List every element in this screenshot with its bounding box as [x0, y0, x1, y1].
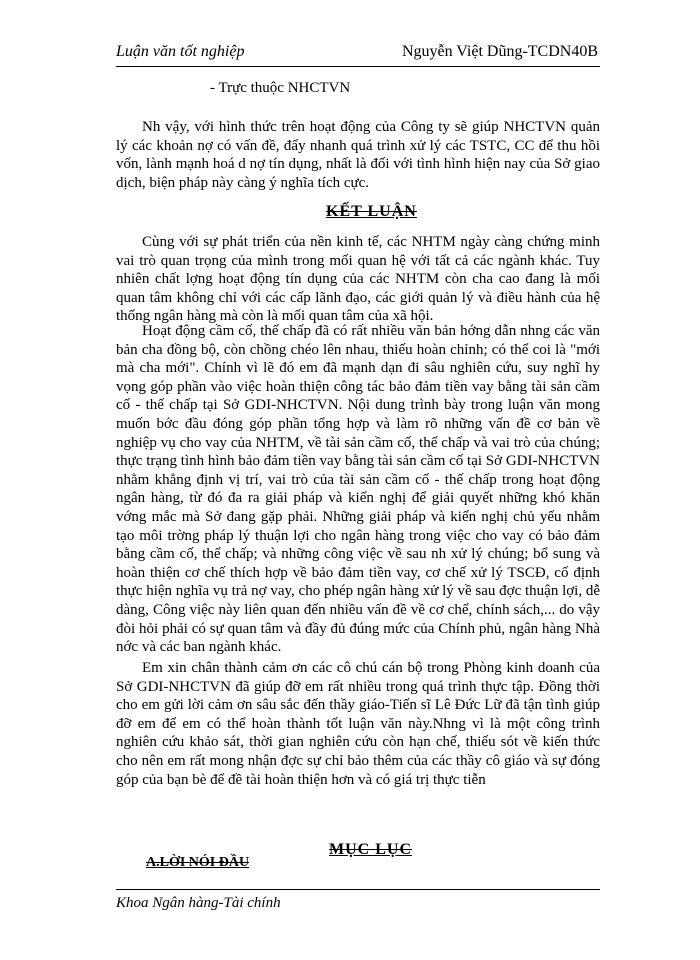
header-author: Nguyễn Việt Dũng-TCDN40B	[401, 43, 598, 60]
page-header	[116, 37, 598, 65]
paragraph-intro: Nh vậy, với hình thức trên hoạt động của Công ty sẽ giúp NHCTVN quản lý các khoản nợ có vấn đề, đẩy nhanh quá trình xử lý các TSTC, CC để thu hồi vốn, lành mạnh hoá d nợ tín dụng, nhất là đối với tình hình hiện nay của Sở giao dịch, biện pháp này càng ý nghĩa tích cực.	[116, 119, 600, 191]
paragraph-acknowledgement: Em xin chân thành cảm ơn các cô chú cán bộ trong Phòng kinh doanh của Sở GDI-NHCTVN đã giúp đỡ em rất nhiều trong quá trình thực tập. Đồng thời cho em gửi lời cảm ơn sâu sắc đến thầy giáo-Tiến sĩ Lê Đức Lữ đã tận tình giúp đỡ em để em có thể hoàn thành tốt luận văn này.Nhng vì là một công trình nghiên cứu khảo sát, thời gian nghiên cứu còn hạn chế, thiếu sót về kiến thức cho nên em rất mong nhận đợc sự chỉ bảo thêm của các thầy cô giáo và sự đóng góp của bạn bè để đề tài hoàn thiện hơn và có giá trị thực tiễn	[116, 660, 600, 788]
heading-table-of-contents: MỤC LỤC	[329, 841, 412, 858]
page-footer: Khoa Ngân hàng-Tài chính	[116, 895, 281, 911]
paragraph-affiliation: - Trực thuộc NHCTVN	[210, 80, 351, 96]
heading-conclusion: KẾT LUẬN	[326, 203, 417, 220]
header-divider	[116, 66, 600, 67]
header-thesis-label: Luận văn tốt nghiệp	[116, 43, 245, 60]
paragraph-conclusion-2: Hoạt động cầm cố, thế chấp đã có rất nhiều văn bản hớng dẫn nhng các văn bản cha đồng bộ, còn chồng chéo lên nhau, thiếu hoàn chỉnh; có thể coi là "mới mà cha mới". Chính vì lẽ đó em đã mạnh dạn đi sâu nghiên cứu, suy nghĩ hy vọng góp phần vào việc hoàn thiện công tác bảo đảm tiền vay bằng tài sản cầm cố - thế chấp tại Sở GDI-NHCTVN. Nội dung trình bày trong luận văn mong muốn bớc đầu đóng góp phần tổng hợp và làm rõ những vấn đề cơ bản về nghiệp vụ cho vay của NHTM, về tài sản cầm cố, thế chấp và vai trò của chúng; thực trạng tình hình bảo đảm tiền vay bằng tài sản cầm cố tại Sở GDI-NHCTVN nhằm khẳng định vị trí, vai trò của tài sản cầm cố - thế chấp trong hoạt động ngân hàng, từ đó đa ra giải pháp và kiến nghị để giải quyết những khó khăn vớng mắc mà Sở đang gặp phải. Những giải pháp và kiến nghị chủ yếu nhằm tạo môi trờng pháp lý thuận lợi cho ngân hàng trong việc cho vay có bảo đảm bằng cầm cố, thế chấp; và những công việc về sau nh xử lý chúng; bổ sung và hoàn thiện cơ chế thích hợp về bảo đảm tiền vay, cơ chế xử lý TSCĐ, cố định thực hiện nghĩa vụ trả nợ vay, cho phép ngân hàng xử lý về sau đợc thuận lợi, dễ dàng, Công việc này liên quan đến nhiều vấn đề về cơ chế, chính sách,... do vậy đòi hỏi phải có sự quan tâm và đầy đủ đúng mức của Chính phủ, ngân hàng Nhà nớc và các ban ngành khác.	[116, 323, 600, 656]
footer-divider	[116, 889, 600, 890]
paragraph-conclusion-1: Cùng với sự phát triển của nền kinh tế, các NHTM ngày càng chứng minh vai trò quan trọng của mình trong mối quan hệ với tất cả các ngành khác. Tuy nhiên chất lợng hoạt động tín dụng của các NHTM còn cha cao đang là mối quan tâm không chỉ với các cấp lãnh đạo, các giới quản lý và điều hành của hệ thống ngân hàng mà còn là mối quan tâm của xã hội.	[116, 234, 600, 325]
heading-preface: A.LỜI NÓI ĐẦU	[146, 855, 250, 870]
